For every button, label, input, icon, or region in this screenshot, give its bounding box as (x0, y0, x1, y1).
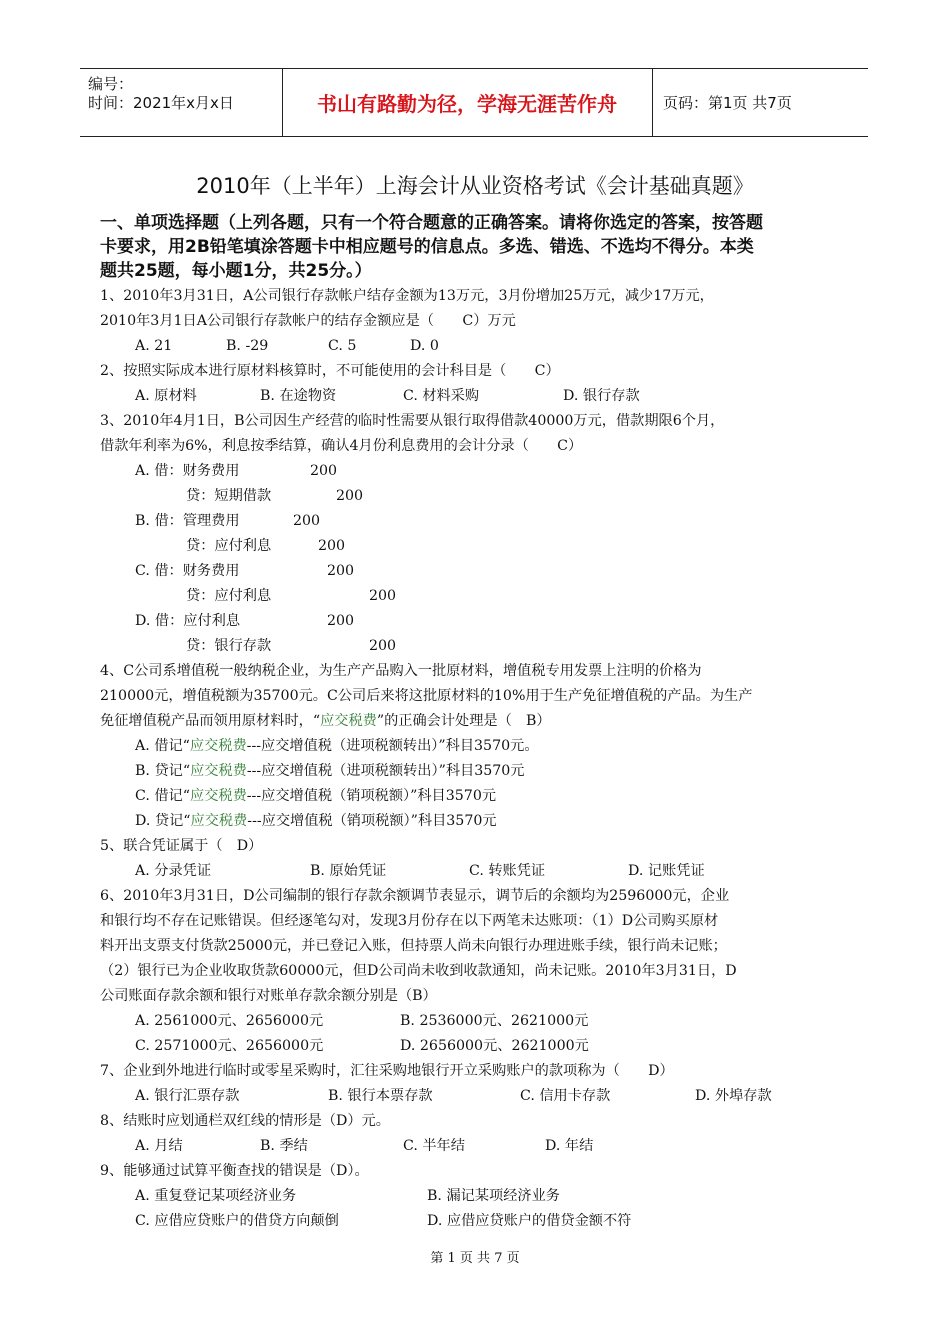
question-6-stem: 公司账面存款余额和银行对账单存款余额分别是（B） (100, 988, 437, 1004)
question-3-option-a-credit: 贷：短期借款 (186, 488, 272, 504)
number-label: 编号： (88, 75, 134, 93)
section-heading (100, 211, 860, 283)
question-2-stem: 2、按照实际成本进行原材料核算时，不可能使用的会计科目是（ C） (100, 363, 560, 379)
question-6-stem: 6、2010年3月31日，D公司编制的银行存款余额调节表显示，调节后的余额均为2596000元，企业 (100, 888, 730, 904)
question-6-option-c: C. 2571000元、2656000元 (135, 1038, 324, 1054)
page-footer: 第 1 页 共 7 页 (430, 1251, 520, 1266)
option-text: ---应交增值税（销项税额）”科目3570元 (246, 788, 497, 804)
question-2-option-c: C. 材料采购 (403, 388, 480, 404)
date-label: 时间：2021年x月x日 (88, 94, 234, 112)
document-title: 2010年（上半年）上海会计从业资格考试《会计基础真题》 (196, 174, 754, 198)
page-info: 页码：第1页 共7页 (663, 94, 792, 112)
question-5-stem: 5、联合凭证属于（ D） (100, 838, 263, 854)
question-3-option-b-credit: 贷：应付利息 (186, 538, 272, 554)
question-2-option-d: D. 银行存款 (563, 388, 640, 404)
question-7-stem: 7、企业到外地进行临时或零星采购时，汇往采购地银行开立采购账户的款项称为（ D） (100, 1063, 674, 1079)
section-heading-line: 卡要求，用2B铅笔填涂答题卡中相应题号的信息点。多选、错选、不选均不得分。本类 (100, 237, 754, 257)
question-7-option-a: A. 银行汇票存款 (135, 1088, 240, 1104)
question-3-option-c-credit: 贷：应付利息 (186, 588, 272, 604)
section-heading-line: 一、单项选择题（上列各题，只有一个符合题意的正确答案。请将你选定的答案，按答题 (100, 213, 763, 233)
account-term: 应交税费 (190, 788, 247, 804)
motto: 书山有路勤为径，学海无涯苦作舟 (282, 69, 653, 136)
account-term: 应交税费 (189, 738, 247, 754)
question-3-option-b-credit-amount: 200 (318, 538, 346, 554)
question-3-option-c-credit-amount: 200 (369, 588, 397, 604)
option-text: B. 贷记“ (135, 763, 191, 779)
question-8-option-d: D. 年结 (545, 1138, 594, 1154)
question-4-option-d (135, 811, 497, 831)
question-1-option-b: B. -29 (226, 338, 269, 354)
question-8-option-c: C. 半年结 (403, 1138, 465, 1154)
question-3-option-d-debit-amount: 200 (327, 613, 355, 629)
stem-text: ”的正确会计处理是（ B） (376, 713, 551, 729)
question-2-option-a: A. 原材料 (135, 388, 197, 404)
question-3-stem: 3、2010年4月1日，B公司因生产经营的临时性需要从银行取得借款40000万元，借款期限6个月， (100, 413, 725, 429)
account-term: 应交税费 (320, 713, 377, 729)
section-heading-line: 题共25题，每小题1分，共25分。） (100, 261, 372, 281)
question-1-stem: 2010年3月1日A公司银行存款帐户的结存金额应是（ C）万元 (100, 313, 516, 329)
question-7-option-c: C. 信用卡存款 (520, 1088, 611, 1104)
question-9-option-b: B. 漏记某项经济业务 (427, 1188, 560, 1204)
question-4-option-c (135, 786, 496, 806)
question-5-option-c: C. 转账凭证 (469, 863, 546, 879)
question-5-option-d: D. 记账凭证 (628, 863, 705, 879)
question-6-option-a: A. 2561000元、2656000元 (135, 1013, 324, 1029)
question-1-option-c: C. 5 (328, 338, 357, 354)
question-3-option-a-credit-amount: 200 (336, 488, 364, 504)
question-9-stem: 9、能够通过试算平衡查找的错误是（D）。 (100, 1163, 369, 1179)
question-7-option-d: D. 外埠存款 (695, 1088, 772, 1104)
question-4-stem: 4、C公司系增值税一般纳税企业，为生产产品购入一批原材料，增值税专用发票上注明的价格为 (100, 663, 702, 679)
option-text: D. 贷记“ (135, 813, 191, 829)
question-3-option-b-debit: B. 借：管理费用 (135, 513, 240, 529)
question-2-option-b: B. 在途物资 (260, 388, 337, 404)
question-1-stem: 1、2010年3月31日，A公司银行存款帐户结存金额为13万元，3月份增加25万元，减少17万元， (100, 288, 714, 304)
question-3-option-b-debit-amount: 200 (293, 513, 321, 529)
question-3-option-a-debit: A. 借：财务费用 (135, 463, 240, 479)
question-9-option-c: C. 应借应贷账户的借贷方向颠倒 (135, 1213, 339, 1229)
option-text: ---应交增值税（进项税额转出）”科目3570元。 (246, 738, 539, 754)
question-3-option-c-debit-amount: 200 (327, 563, 355, 579)
option-text: ---应交增值税（销项税额）”科目3570元 (247, 813, 497, 829)
question-6-stem: （2）银行已为企业收取货款60000元，但D公司尚未收到收款通知，尚未记账。2010年3月31日，D (100, 963, 737, 979)
question-7-option-b: B. 银行本票存款 (328, 1088, 433, 1104)
question-3-stem: 借款年利率为6%，利息按季结算，确认4月份利息费用的会计分录（ C） (100, 438, 583, 454)
question-3-option-d-debit: D. 借：应付利息 (135, 613, 241, 629)
question-3-option-d-credit: 贷：银行存款 (186, 638, 272, 654)
question-9-option-d: D. 应借应贷账户的借贷金额不符 (427, 1213, 632, 1229)
header-table (80, 68, 868, 137)
question-1-option-a: A. 21 (135, 338, 173, 354)
question-6-stem: 和银行均不存在记账错误。但经逐笔勾对，发现3月份存在以下两笔未达账项：（1）D公司购买原材 (100, 913, 719, 929)
question-4-option-b (135, 761, 525, 781)
question-9-option-a: A. 重复登记某项经济业务 (135, 1188, 297, 1204)
question-5-option-a: A. 分录凭证 (135, 863, 212, 879)
question-5-option-b: B. 原始凭证 (310, 863, 387, 879)
question-3-option-a-debit-amount: 200 (310, 463, 338, 479)
question-4-stem (100, 711, 551, 731)
question-4-option-a (135, 736, 539, 756)
question-3-option-c-debit: C. 借：财务费用 (135, 563, 240, 579)
account-term: 应交税费 (190, 763, 247, 779)
question-8-stem: 8、结账时应划通栏双红线的情形是（D）元。 (100, 1113, 390, 1129)
header-meta-cell (80, 69, 283, 136)
option-text: C. 借记“ (135, 788, 190, 804)
question-8-option-b: B. 季结 (260, 1138, 308, 1154)
question-1-option-d: D. 0 (410, 338, 439, 354)
question-4-stem: 210000元，增值税额为35700元。C公司后来将这批原材料的10%用于生产免征增值税的产品。为生产 (100, 688, 753, 704)
question-6-stem: 料开出支票支付货款25000元，并已登记入账，但持票人尚未向银行办理进账手续，银行尚未记账； (100, 938, 727, 954)
option-text: ---应交增值税（进项税额转出）”科目3570元 (246, 763, 525, 779)
option-text: A. 借记“ (135, 738, 190, 754)
stem-text: 免征增值税产品而领用原材料时，“ (100, 713, 321, 729)
question-6-option-d: D. 2656000元、2621000元 (400, 1038, 589, 1054)
account-term: 应交税费 (190, 813, 248, 829)
question-6-option-b: B. 2536000元、2621000元 (400, 1013, 589, 1029)
question-8-option-a: A. 月结 (135, 1138, 183, 1154)
question-3-option-d-credit-amount: 200 (369, 638, 397, 654)
